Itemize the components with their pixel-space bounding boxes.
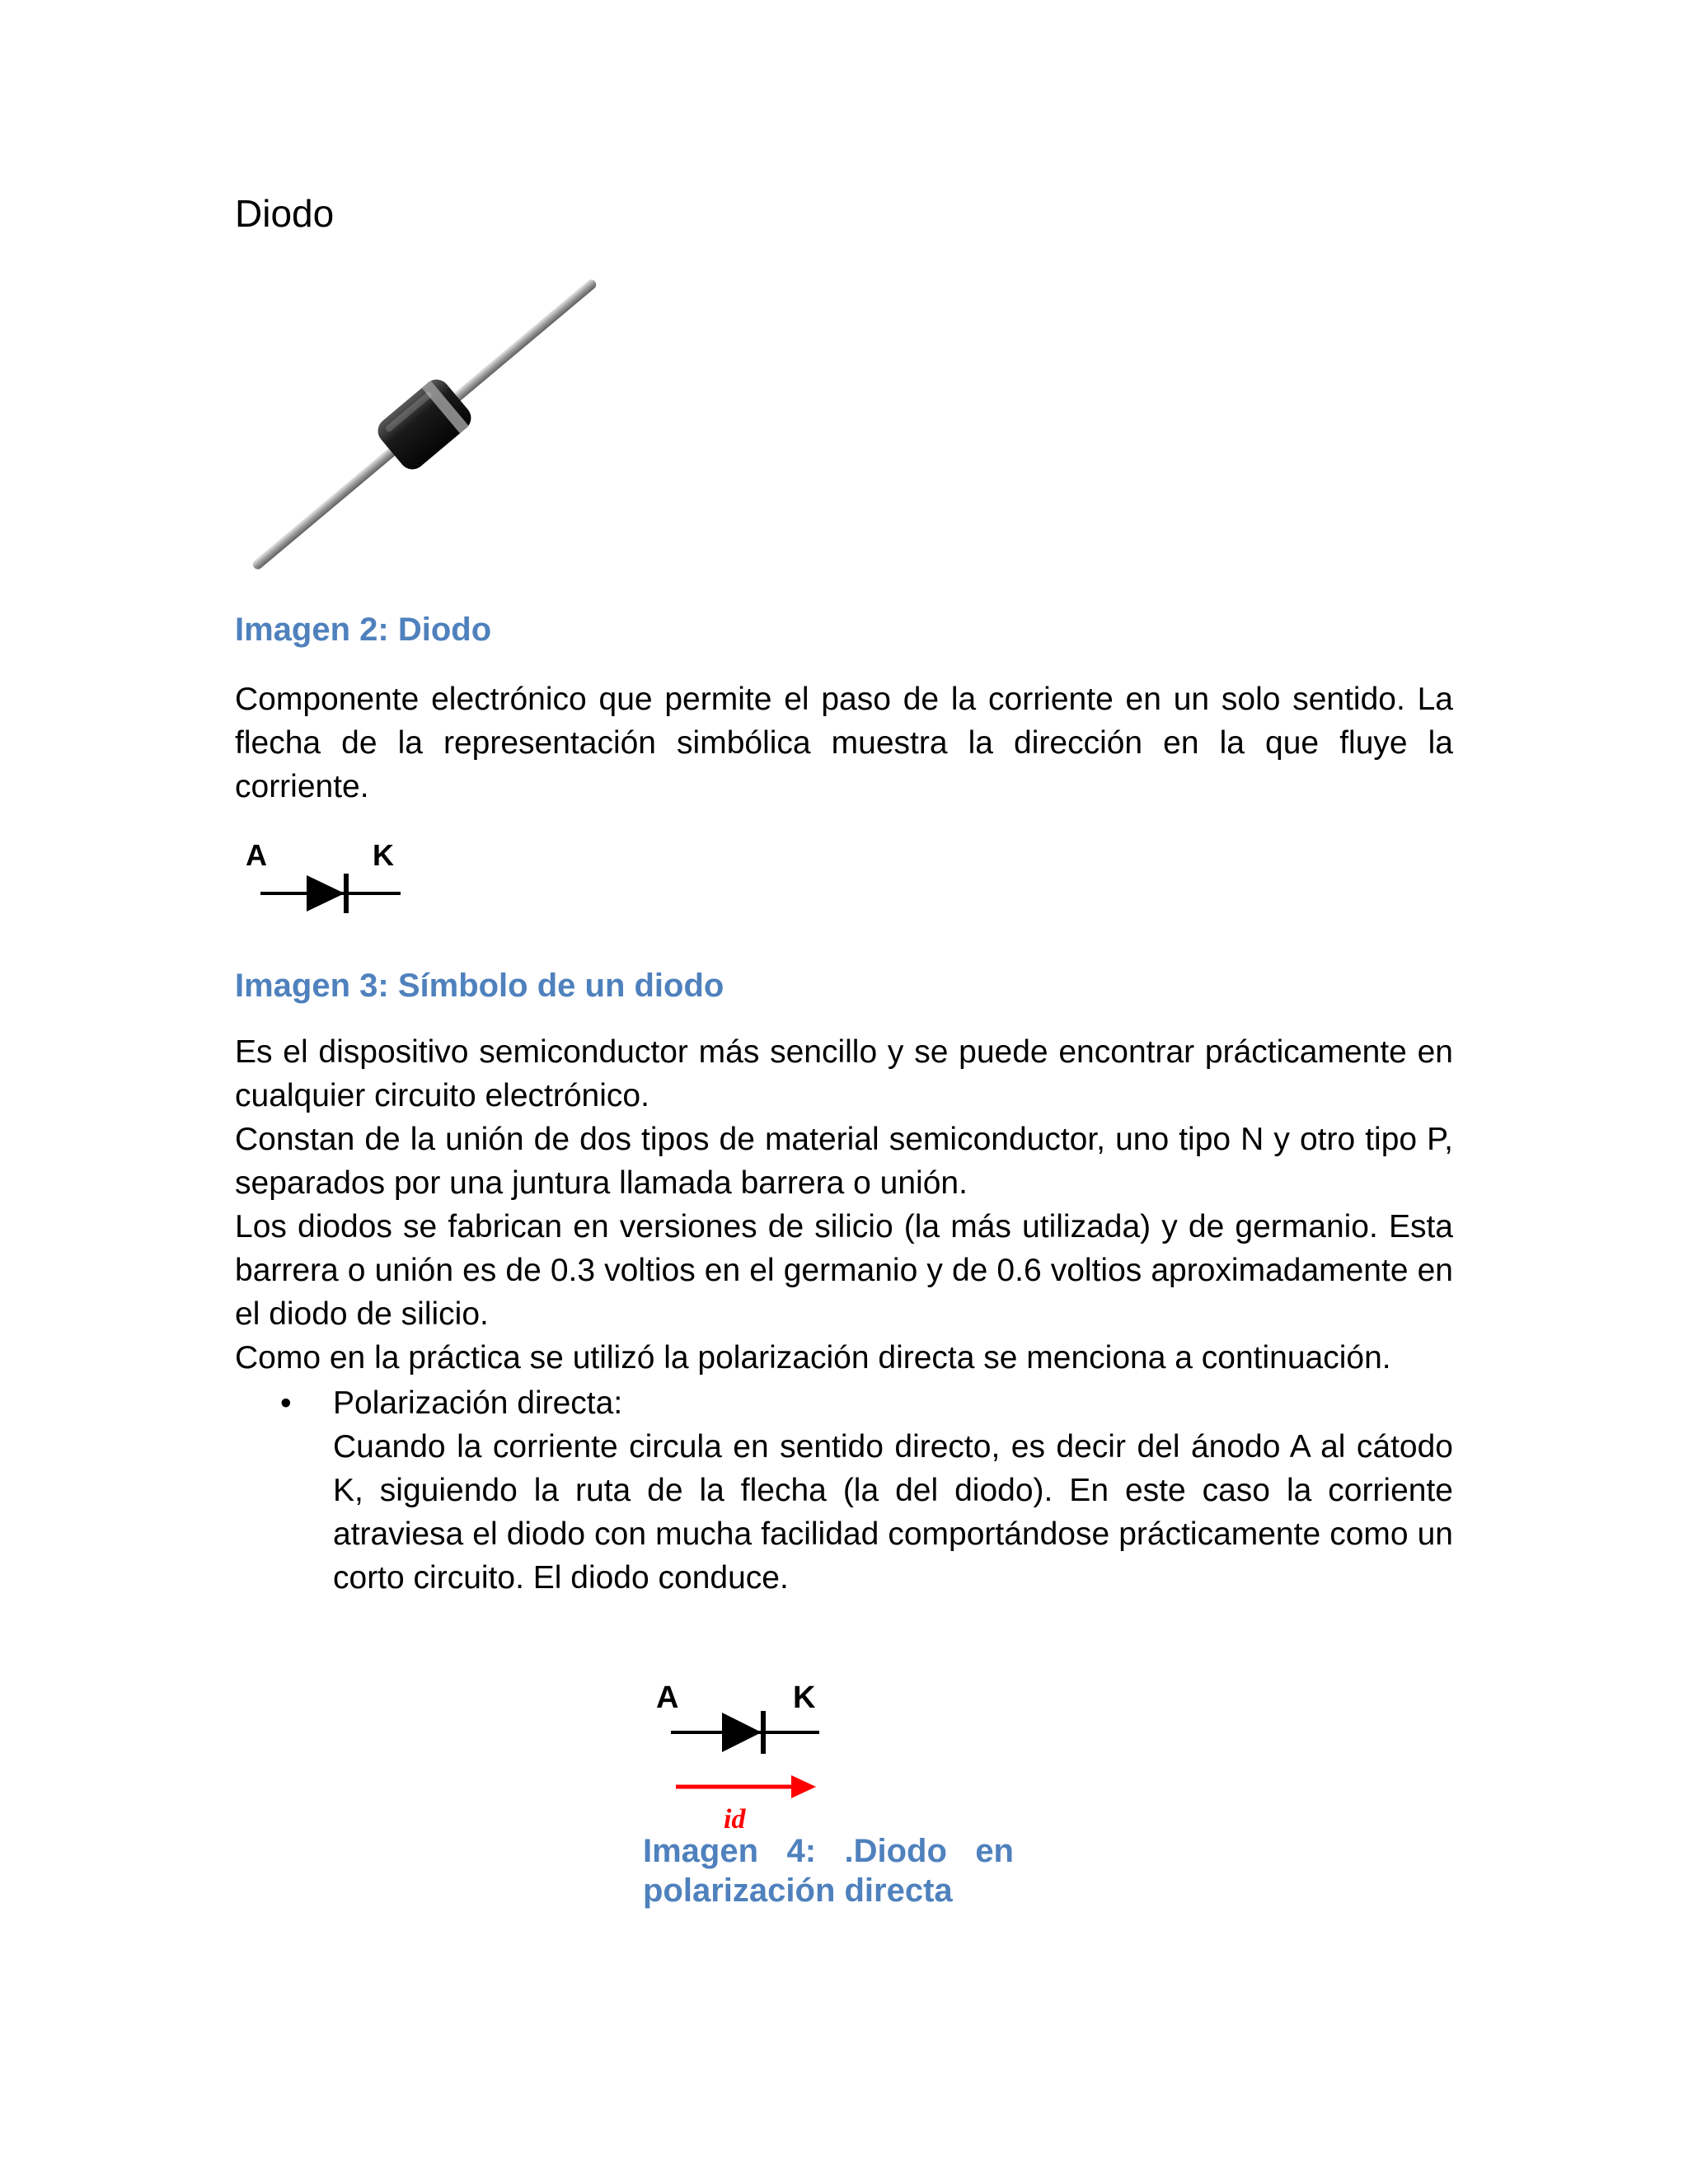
anode-label: A	[246, 838, 267, 872]
bullet-text: Cuando la corriente circula en sentido directo, es decir del ánodo A al cátodo K, siguiendo la ruta de la flecha (la del diodo). En este caso la corriente atraviesa el diodo con mucha facilidad comportándose prácticamente como un corto circuito. El diodo conduce.	[333, 1429, 1453, 1596]
figure-caption-image2: Imagen 2: Diodo	[235, 612, 492, 648]
anode-label: A	[656, 1680, 679, 1715]
figure-caption-image4: Imagen 4: .Diodo en polarización directa	[643, 1833, 1014, 1909]
cathode-label: K	[373, 838, 394, 872]
paragraph: Constan de la unión de dos tipos de material semiconductor, uno tipo N y otro tipo P, separados por una juntura llamada barrera o unión.	[235, 1122, 1453, 1201]
paragraph: Es el dispositivo semiconductor más sencillo y se puede encontrar prácticamente en cualquier circuito electrónico.	[235, 1034, 1453, 1113]
bullet-marker: •	[280, 1385, 292, 1421]
diode-symbol	[244, 832, 409, 927]
current-label: id	[724, 1804, 746, 1835]
paragraph: Los diodos se fabrican en versiones de silicio (la más utilizada) y de germanio. Esta barrera o unión es de 0.3 voltios en el germanio y de 0.6 voltios aproximadamente en el diodo de silicio.	[235, 1209, 1453, 1332]
bullet-title: Polarización directa:	[333, 1385, 623, 1421]
page-title: Diodo	[235, 192, 335, 235]
cathode-label: K	[793, 1680, 816, 1715]
body-paragraphs	[235, 1030, 1453, 1380]
paragraph: Como en la práctica se utilizó la polarización directa se menciona a continuación.	[235, 1340, 1391, 1376]
diode-photo	[235, 247, 663, 602]
intro-paragraph: Componente electrónico que permite el paso de la corriente en un solo sentido. La flecha de la representación simbólica muestra la dirección en la que fluye la corriente.	[235, 682, 1453, 804]
figure-caption-image3: Imagen 3: Símbolo de un diodo	[235, 968, 724, 1004]
